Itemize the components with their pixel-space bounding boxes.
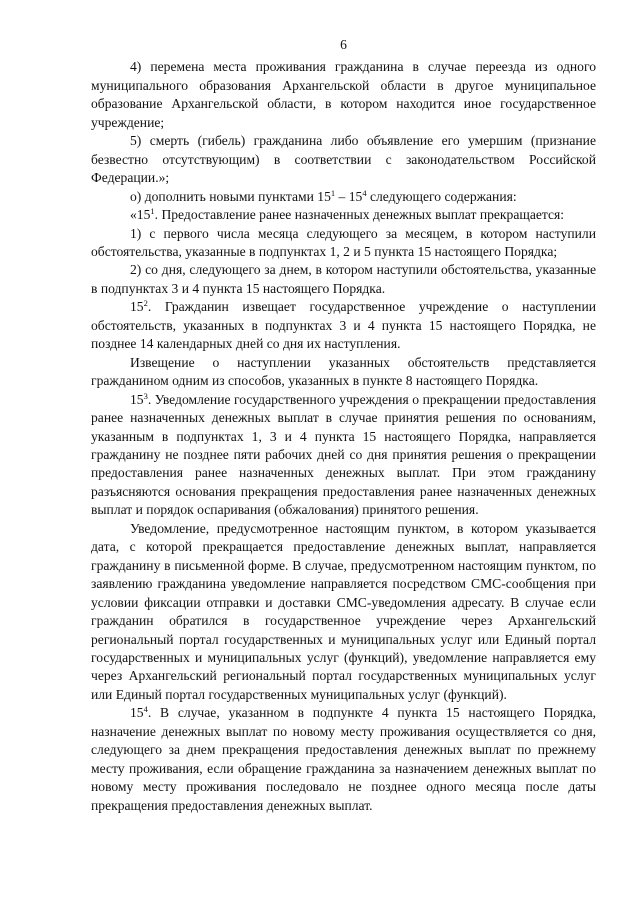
paragraph-15-1-sub-2: 2) со дня, следующего за днем, в котором наступили обстоятельства, указанные в подпунктах 3 и 4 пункта 15 настоящего Порядка. (91, 262, 596, 296)
paragraph-15-3: $15^3$. Уведомление государственного учреждения о прекращении предоставления ранее назначенных денежных выплат в случае принятия решения по основаниям, указанным в подпунктах 1, 3 и 4 пункта 15 настоящего Порядка, направляется гражданину не позднее пяти рабочих дней со дня принятия решения о прекращении предоставления ранее назначенных денежных выплат. При этом гражданину разъясняются основания прекращения предоставления ранее назначенных денежных выплат и порядок оспаривания (обжалования) принятого решения. (91, 390, 596, 518)
paragraph-item-4: 4) перемена места проживания гражданина в случае переезда из одного муниципального образования Архангельской области в другое муниципальное образование Архангельской области, в котором находится иное государственное учреждение; (91, 59, 596, 130)
paragraph-15-2: $15^2$. Гражданин извещает государственное учреждение о наступлении обстоятельств, указанных в подпунктах 3 и 4 пункта 15 настоящего Порядка, не позднее 14 календарных дней со дня их наступления. (91, 298, 596, 352)
page-number: 6 (340, 37, 347, 52)
paragraph-item-5: 5) смерть (гибель) гражданина либо объявление его умершим (признание безвестно отсутствующим) в соответствии с законодательством Российской Федерации.»; (91, 133, 596, 186)
paragraph-15-4: $15^4$. В случае, указанном в подпункте 4 пункта 15 настоящего Порядка, назначение денежных выплат по новому месту проживания осуществляется со дня, следующего за днем прекращения предоставления денежных выплат по прежнему месту проживания, если обращение гражданина за назначением денежных выплат по новому месту проживания последовало не позднее одного месяца после даты прекращения предоставления денежных выплат. (91, 704, 596, 813)
paragraph-15-3-notification: Уведомление, предусмотренное настоящим пунктом, в котором указывается дата, с которой прекращается предоставление денежных выплат, направляется гражданину в письменной форме. В случае, предусмотренном настоящим пунктом, по заявлению гражданина уведомление направляется посредством СМС-сообщения при условии фиксации отправки и доставки СМС-уведомления адресату. В случае если гражданин обратился в государственное учреждение через Архангельский региональный портал государственных и муниципальных услуг или Единый портал государственных и муниципальных услуг (функций), уведомление направляется ему через Архангельский региональный портал государственных муниципальных услуг или Единый портал государственных муниципальных услуг (функций). (91, 520, 596, 702)
paragraph-15-2-notice: Извещение о наступлении указанных обстоятельств представляется гражданином одним из способов, указанных в пункте 8 настоящего Порядка. (91, 354, 596, 389)
paragraph-15-1: «$15^1$. Предоставление ранее назначенных денежных выплат прекращается: (130, 206, 565, 223)
paragraph-amendment-o: о) дополнить новыми пунктами $15^1 - 15^4$ следующего содержания: (130, 187, 517, 204)
paragraph-15-1-sub-1: 1) с первого числа месяца следующего за месяцем, в котором наступили обстоятельства, указанные в подпунктах 1, 2 и 5 пункта 15 настоящего Порядка; (91, 225, 596, 259)
